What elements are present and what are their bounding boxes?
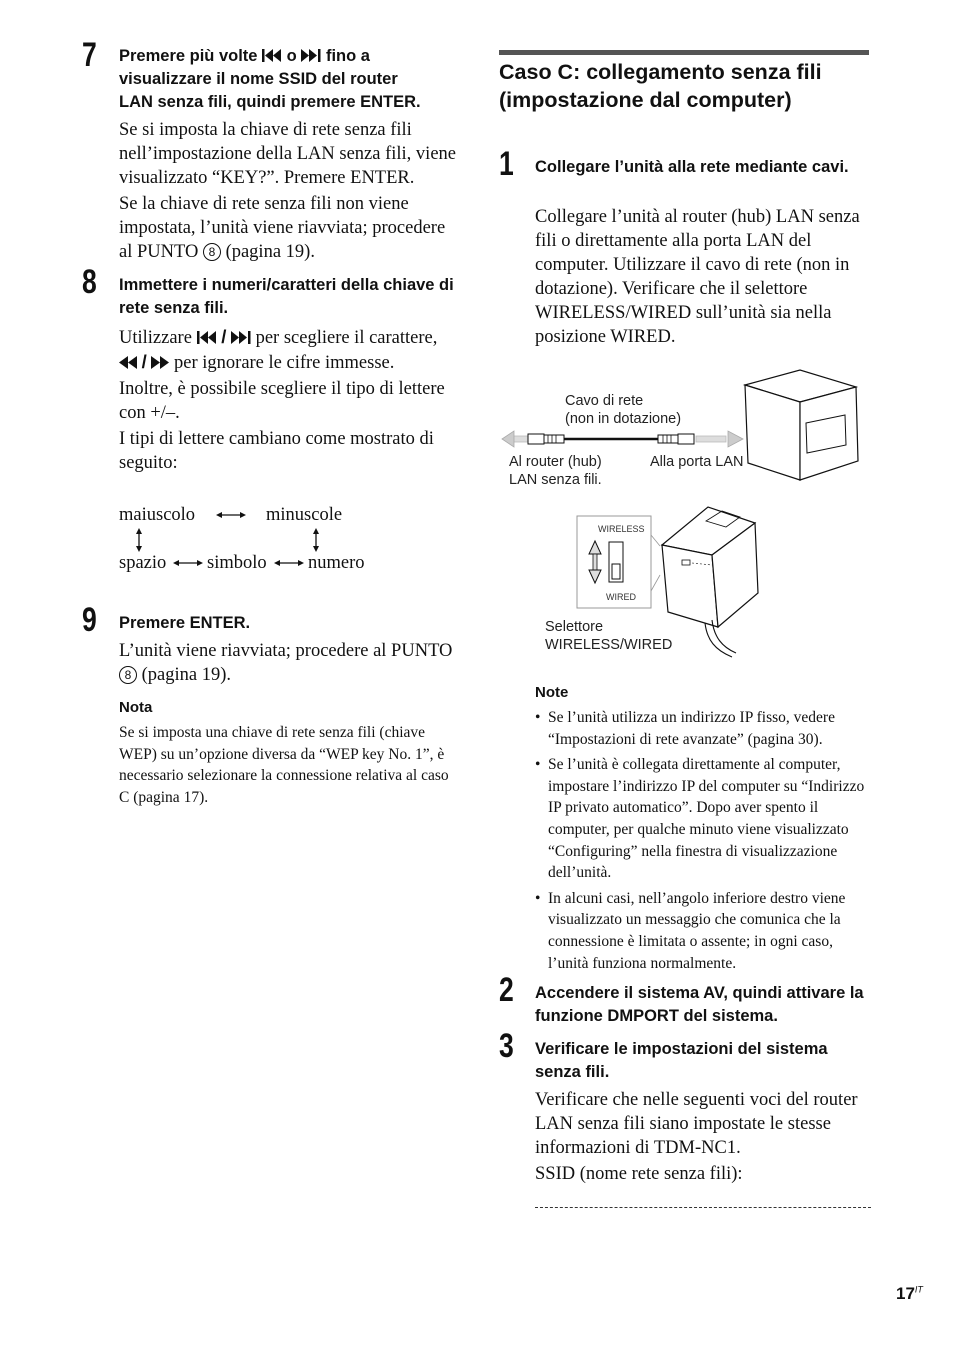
previous-track-icon [197,331,217,344]
double-arrow-horizontal-icon [274,557,304,569]
step-2-number: 2 [499,971,514,1009]
router-label: Al router (hub) LAN senza fili. [509,454,602,488]
step-8-body [119,325,457,477]
cycle-minuscole: minuscole [266,505,343,525]
step-9-body: L’unità viene riavviata; procedere al PUNTO 8 (pagina 19). [119,641,453,685]
network-plug-left [528,434,564,444]
ssid-label: SSID (nome rete senza fili): [535,1164,743,1184]
switch-label-wireless: WIRELESS [598,524,645,534]
step-7-body [119,118,457,266]
note-list [535,707,871,978]
cycle-simbolo: simbolo [207,553,267,573]
page-number: $17^{IT}$ [896,1284,923,1303]
step-9-number: 9 [82,601,97,639]
step-1-body: Collegare l’unità al router (hub) LAN senza fili o direttamente alla porta LAN del computer. Utilizzare il cavo di rete (non in dotazione). Verificare che il selettore WIRELESS/WIRED sull’unità sia nella posizione WIRED. [535,207,860,347]
rewind-icon [119,356,137,369]
fast-forward-icon [151,356,169,369]
network-unit-rear [662,507,758,657]
previous-track-icon [262,49,282,62]
circled-step-number: 8 [203,243,221,261]
step-3-heading: Verificare le impostazioni del sistema senza fili. [535,1040,828,1081]
step-8-para-3: I tipi di lettere cambiano come mostrato di seguito: [119,429,434,473]
next-track-icon [301,49,321,62]
cycle-spazio: spazio [119,553,167,573]
arrow-left-icon [502,431,528,447]
next-track-icon [231,331,251,344]
switch-knob [612,564,620,579]
step-7-heading: Premere più volte o fino a visualizzare il nome SSID del router LAN senza fili, quindi premere ENTER. [119,47,421,111]
cycle-numero: numero [308,553,365,573]
double-arrow-horizontal-icon [216,509,246,521]
step-8-number: 8 [82,263,97,301]
double-arrow-horizontal-icon [173,557,203,569]
step-7-para-1: Se si imposta la chiave di rete senza fili nell’impostazione della LAN senza fili, viene visualizzato “KEY?”. Premere ENTER. [119,120,456,188]
circled-step-number: 8 [119,666,137,684]
note-item: • Se l’unità è collegata direttamente al computer, impostare l’indirizzo IP del computer su “Indirizzo IP privato automatico”. Dopo aver spento il computer, per qualche minuto viene visualizzato “Configuring” nella finestra di visualizzazione dell’unità. [535,754,871,884]
step-7-para-2: Se la chiave di rete senza fili non viene impostata, l’unità viene riavviata; procedere al PUNTO 8 (pagina 19). [119,194,446,262]
arrow-right-icon [696,431,743,447]
network-plug-right [658,434,694,444]
section-title: Caso C: collegamento senza fili (impostazione dal computer) [499,60,822,112]
step-3-number: 3 [499,1027,514,1065]
cable-label: Cavo di rete (non in dotazione) [565,393,682,427]
step-8-heading: Immettere i numeri/caratteri della chiave di rete senza fili. [119,276,454,317]
switch-label-wired: WIRED [606,592,636,602]
double-arrow-vertical-icon [133,528,145,552]
step-3-para: Verificare che nelle seguenti voci del router LAN senza fili siano impostate le stesse informazioni di TDM-NC1. [535,1090,858,1158]
note-item: • In alcuni casi, nell’angolo inferiore destro viene visualizzato un messaggio che comunica che la connessione è limitata o assente; in ogni caso, l’unità funziona normalmente. [535,888,871,974]
lan-port-label: Alla porta LAN [650,454,744,470]
ssid-blank-line [535,1207,871,1208]
step-9-note-text: Se si imposta una chiave di rete senza fili (chiave WEP) su un’opzione diversa da “WEP key No. 1”, è necessario selezionare la connessione relativa al caso C (pagina 17). [119,724,449,806]
step-9-note-heading: Nota [119,699,153,716]
step-2-heading: Accendere il sistema AV, quindi attivare la funzione DMPORT del sistema. [535,984,864,1025]
double-arrow-vertical-icon [310,528,322,552]
step-3-body [535,1088,873,1188]
step-9-heading: Premere ENTER. [119,614,251,632]
cycle-maiuscolo: maiuscolo [119,505,196,525]
selector-label: Selettore WIRELESS/WIRED [545,619,673,653]
step-1-heading: Collegare l’unità alla rete mediante cavi. [535,158,849,176]
note-heading: Note [535,684,569,701]
step-1-number: 1 [499,145,514,183]
step-8-para-2: Inoltre, è possibile scegliere il tipo di lettere con +/–. [119,379,445,423]
section-rule [499,50,869,55]
step-8-para-1: Utilizzare / per scegliere il carattere, / per ignorare le cifre immesse. [119,326,438,373]
step-7-number: 7 [82,36,97,74]
note-item: • Se l’unità utilizza un indirizzo IP fisso, vedere “Impostazioni di rete avanzate” (pagina 30). [535,707,871,750]
network-unit-cube [745,370,858,480]
